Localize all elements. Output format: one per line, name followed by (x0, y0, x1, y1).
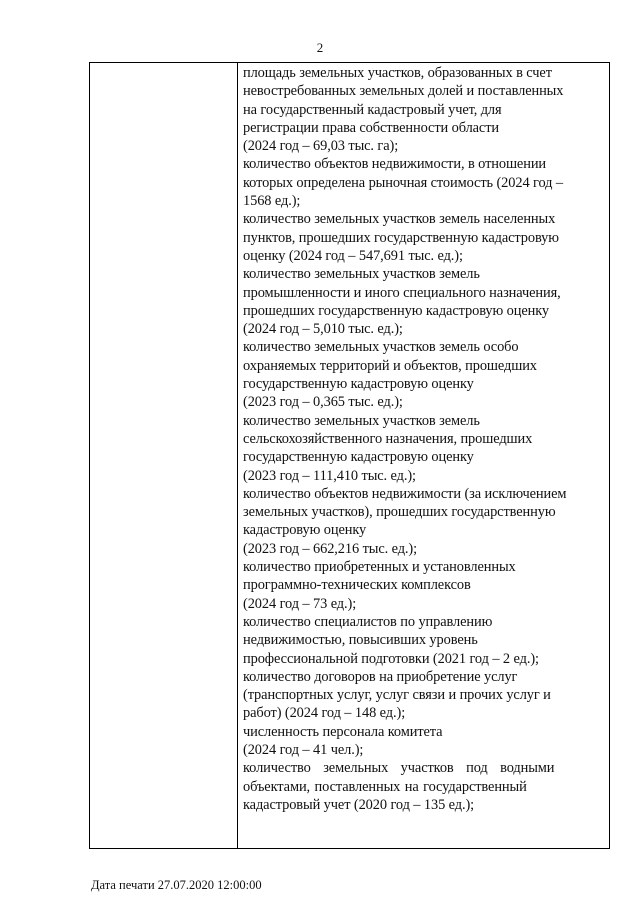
text-line: программно-технических комплексов (243, 577, 471, 594)
text-line: (2023 год – 662,216 тыс. ед.); (243, 540, 418, 557)
text-line: количество приобретенных и установленных (243, 559, 516, 576)
text-line: количество земельных участков земель населенных (243, 211, 556, 228)
text-line: количество договоров на приобретение услуг (243, 668, 518, 685)
text-line: промышленности и иного специального назначения, (243, 284, 561, 301)
table-column-divider (237, 62, 238, 849)
text-line: количество специалистов по управлению (243, 613, 493, 630)
justified-line: объектами, поставленных на государственный (243, 778, 527, 795)
text-line: на государственный кадастровый учет, для (243, 101, 502, 118)
text-line: работ) (2024 год – 148 ед.); (243, 705, 406, 722)
text-line: недвижимостью, повысивших уровень (243, 632, 478, 649)
text-line: оценку (2024 год – 547,691 тыс. ед.); (243, 247, 463, 264)
text-line: количество объектов недвижимости (за исключением (243, 485, 567, 502)
table-right-cell (243, 64, 605, 814)
page-number: 2 (316, 40, 324, 55)
table-left-border (89, 62, 90, 849)
text-line: государственную кадастровую оценку (243, 376, 474, 393)
text-line: (2023 год – 0,365 тыс. ед.); (243, 394, 403, 411)
text-line: сельскохозяйственного назначения, прошедших (243, 430, 533, 447)
text-line: 1568 ед.); (243, 193, 301, 210)
text-line: регистрации права собственности области (243, 119, 500, 136)
text-line: невостребованных земельных долей и поставленных (243, 83, 564, 100)
text-line: охраняемых территорий и объектов, прошедших (243, 357, 537, 374)
text-line: кадастровую оценку (243, 522, 367, 539)
text-line: площадь земельных участков, образованных в счет (243, 65, 552, 81)
text-line: количество земельных участков земель (243, 266, 480, 283)
print-date: Дата печати 27.07.2020 12:00:00 (91, 878, 262, 892)
text-line: прошедших государственную кадастровую оценку (243, 302, 550, 319)
text-line: численность персонала комитета (243, 723, 443, 740)
text-line: пунктов, прошедших государственную кадастровую (243, 229, 559, 246)
text-line: (2024 год – 69,03 тыс. га); (243, 138, 399, 155)
text-line: (2023 год – 111,410 тыс. ед.); (243, 467, 416, 484)
text-line: государственную кадастровую оценку (243, 449, 474, 466)
text-line: количество объектов недвижимости, в отношении (243, 156, 547, 173)
justified-line: количество земельных участков под водными (243, 760, 555, 777)
indicator-list (243, 64, 605, 759)
text-line: количество земельных участков земель особо (243, 339, 519, 356)
text-line: (2024 год – 73 ед.); (243, 595, 357, 612)
text-line: профессиональной подготовки (2021 год – 2 ед.); (243, 650, 539, 667)
text-line: земельных участков), прошедших государственную (243, 504, 556, 521)
text-line: которых определена рыночная стоимость (2024 год – (243, 174, 563, 191)
text-line: (2024 год – 5,010 тыс. ед.); (243, 321, 403, 338)
justified-line: кадастровый учет (2020 год – 135 ед.); (243, 796, 475, 813)
text-line: (2024 год – 41 чел.); (243, 741, 364, 758)
text-line: (транспортных услуг, услуг связи и прочих услуг и (243, 687, 551, 704)
text-line: количество земельных участков земель (243, 412, 480, 429)
